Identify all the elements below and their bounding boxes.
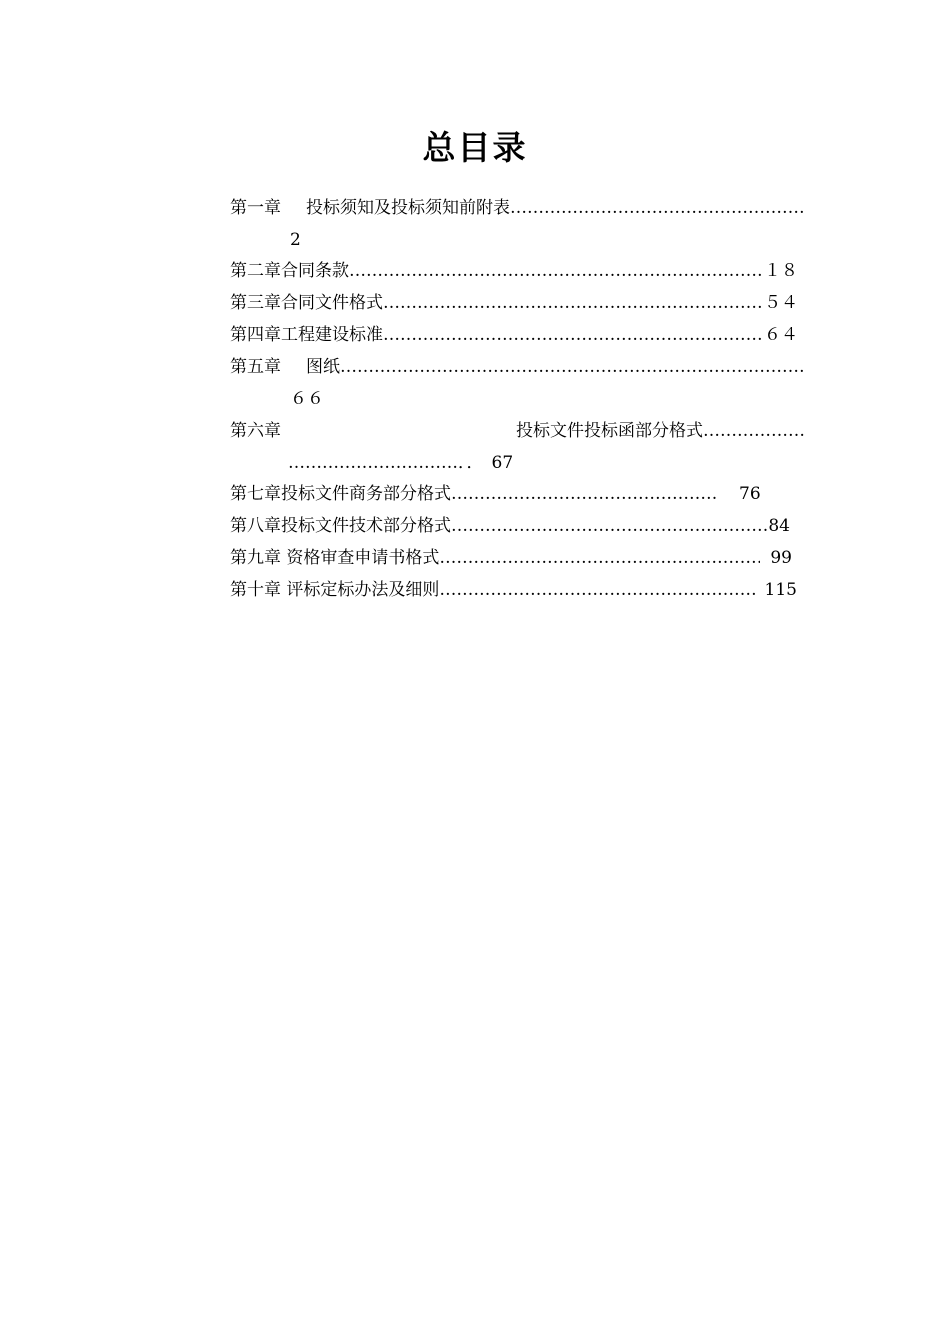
toc-chapter-label: 第六章 [230,421,281,441]
toc-entry-ch4[interactable] [230,322,798,348]
toc-entry-ch1[interactable] [230,195,805,221]
toc-chapter-label: 第七章投标文件商务部分格式 [230,484,451,504]
toc-chapter-label: 第九章 资格审查申请书格式 [230,548,440,568]
toc-entry-ch7[interactable] [230,481,788,507]
toc-chapter-label: 第三章合同文件格式 [230,293,383,313]
toc-page-number: １８ [764,261,798,281]
toc-leader-dots [510,195,805,221]
toc-page-number: 115 [764,580,797,600]
toc-chapter-title: 投标文件投标函部分格式 [516,421,703,441]
toc-chapter-label: 第二章合同条款 [230,261,349,281]
toc-leader-dots [349,258,762,284]
toc-chapter-title: 图纸 [306,357,340,377]
toc-page-number: ５４ [764,293,798,313]
toc-leader-tail: ．． [458,453,484,473]
toc-page-number: 2 [290,230,301,250]
toc-page-number: 67 [491,453,514,473]
toc-leader-dots [451,513,768,539]
toc-leader-dots [340,354,805,380]
toc-leader-dots [383,290,762,316]
toc-leader-dots [383,322,762,348]
toc-leader-dots [451,481,719,507]
toc-page-number: 84 [768,516,790,536]
toc-page-number: ６４ [764,325,798,345]
toc-entry-ch3[interactable] [230,290,798,316]
toc-page-number: ６６ [290,389,324,409]
toc-leader-dots [288,450,458,476]
toc-chapter-label: 第一章 [230,198,281,218]
toc-chapter-title: 投标须知及投标须知前附表 [306,198,510,218]
toc-page-number: 99 [770,548,792,568]
page-title: 总目录 [422,128,528,167]
toc-entry-ch8[interactable] [230,513,790,539]
toc-leader-dots [703,418,805,444]
toc-chapter-label: 第四章工程建设标准 [230,325,383,345]
toc-page-number: 76 [739,484,761,504]
toc-entry-ch10[interactable] [230,577,797,603]
toc-chapter-label: 第五章 [230,357,281,377]
toc-chapter-label: 第八章投标文件技术部分格式 [230,516,451,536]
toc-entry-ch6-continuation [288,450,528,476]
toc-entry-ch9[interactable] [230,545,792,571]
toc-leader-dots [439,577,754,603]
toc-chapter-label: 第十章 评标定标办法及细则 [230,580,440,600]
toc-leader-dots [439,545,760,571]
toc-entry-ch5[interactable] [230,354,805,380]
toc-entry-ch6[interactable] [230,418,805,444]
toc-entry-ch2[interactable] [230,258,798,284]
